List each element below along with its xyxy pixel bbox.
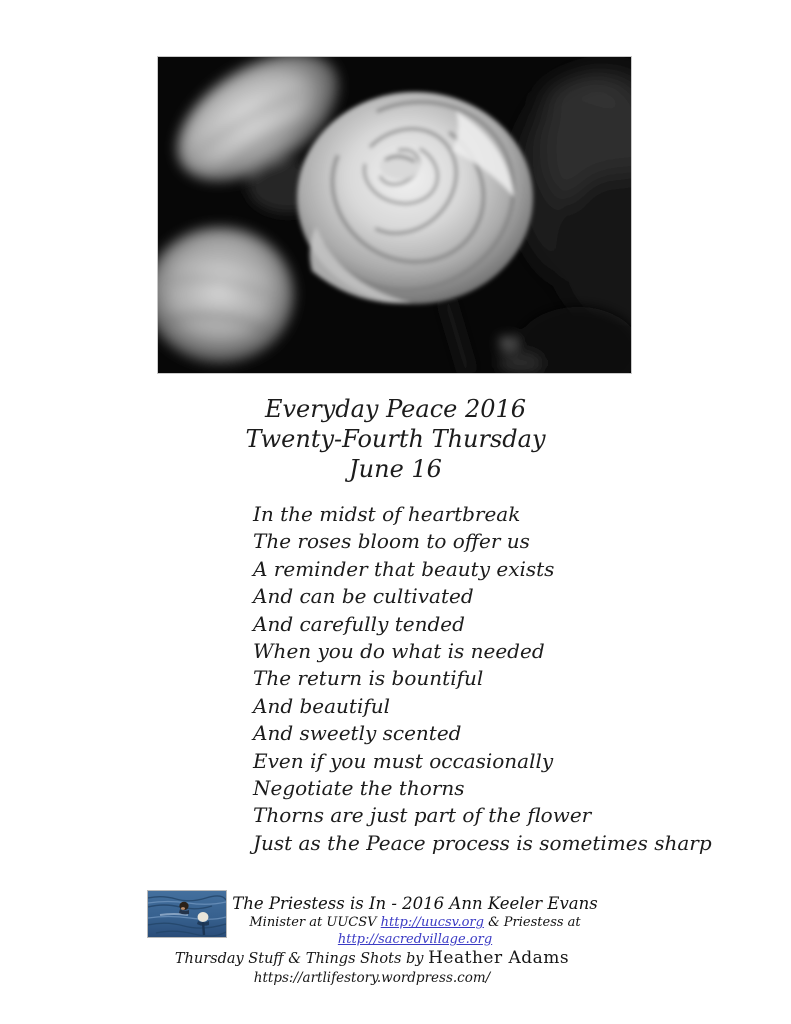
poem-line: Even if you must occasionally xyxy=(253,748,554,773)
minister-line xyxy=(225,914,605,948)
photographer-name: Heather Adams xyxy=(428,948,570,968)
roses-photo xyxy=(157,56,632,374)
roses-photo-art xyxy=(158,57,631,373)
title-line-3: June 16 xyxy=(349,455,442,483)
swimmers-photo-art xyxy=(148,891,226,937)
poem-line: Thorns are just part of the flower xyxy=(253,803,592,828)
blog-url: https://artlifestory.wordpress.com/ xyxy=(253,970,491,986)
credit-prefix: Minister at UUCSV xyxy=(249,915,381,930)
poem-line: And carefully tended xyxy=(253,611,465,636)
credit-middle: & Priestess at xyxy=(483,915,581,930)
title-line-2: Twenty-Fourth Thursday xyxy=(245,425,546,453)
byline: The Priestess is In - 2016 Ann Keeler Evans xyxy=(232,894,598,913)
uucsv-link[interactable]: http://uucsv.org xyxy=(380,915,484,930)
poem-line: Negotiate the thorns xyxy=(253,776,465,801)
poem xyxy=(253,501,712,857)
shots-prefix: Thursday Stuff & Things Shots by xyxy=(174,951,429,967)
photo-credit xyxy=(0,949,744,987)
poem-line: And sweetly scented xyxy=(253,721,462,746)
credits xyxy=(0,888,791,947)
post-title xyxy=(0,394,791,484)
shots-line xyxy=(0,949,744,969)
poem-line: A reminder that beauty exists xyxy=(253,556,555,581)
poem-line: And can be cultivated xyxy=(253,584,474,609)
poem-line: And beautiful xyxy=(253,693,391,718)
poem-line: When you do what is needed xyxy=(253,639,545,664)
swimmers-photo xyxy=(147,890,227,938)
poem-line: Just as the Peace process is sometimes sharp xyxy=(253,830,712,855)
poem-line: The roses bloom to offer us xyxy=(253,529,530,554)
poem-line: In the midst of heartbreak xyxy=(253,502,521,526)
title-line-1: Everyday Peace 2016 xyxy=(264,395,527,423)
poem-line: The return is bountiful xyxy=(253,666,484,691)
credit-text xyxy=(225,893,605,948)
sacredvillage-link[interactable]: http://sacredvillage.org xyxy=(337,932,493,947)
